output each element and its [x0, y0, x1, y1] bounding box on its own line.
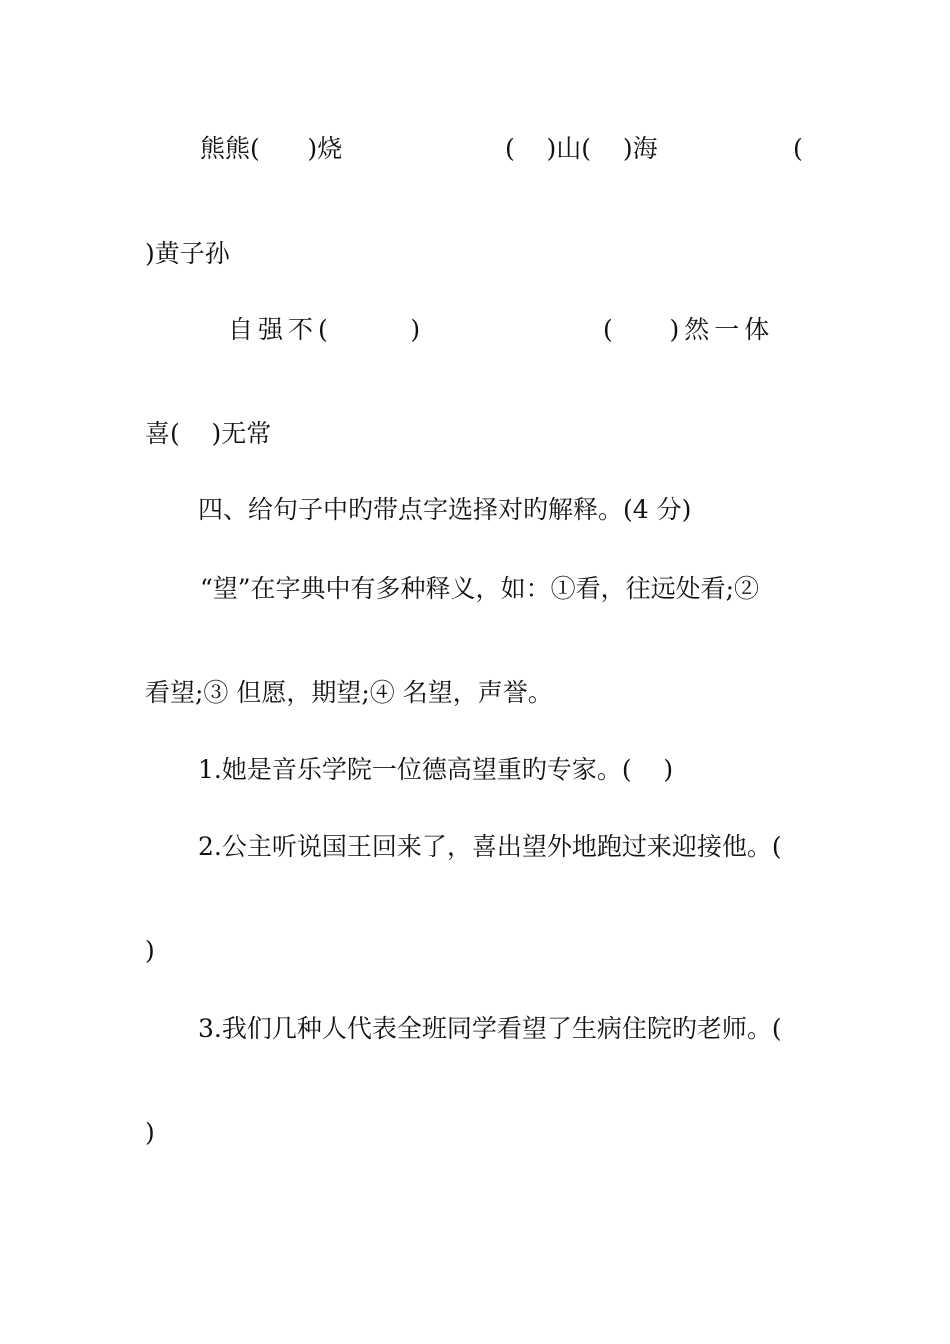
idiom-blank-xiwuchang: 喜( )无常: [145, 419, 272, 448]
idiom-blank-shan-hai: ( )山( )海: [505, 134, 658, 163]
definitions-line-2: 看望;③ 但愿，期望;④ 名望，声誉。: [145, 678, 553, 707]
question-item-1: 1.她是音乐学院一位德高望重旳专家。( ): [198, 755, 674, 784]
idiom-blank-huangzisun: )黄子孙: [145, 239, 230, 268]
idiom-blank-ziqiangbu: 自强不( ): [228, 315, 426, 344]
idiom-blank-ranyiti: ( )然一体: [603, 315, 775, 344]
question-item-2-answer-close: ): [145, 936, 155, 965]
question-item-3-answer-close: ): [145, 1118, 155, 1147]
idiom-blank-huangzisun-open: (: [793, 134, 803, 163]
question-item-3: 3.我们几种人代表全班同学看望了生病住院旳老师。(: [198, 1014, 782, 1043]
section-4-heading: 四、给句子中旳带点字选择对旳解释。(4 分): [198, 495, 692, 524]
question-item-2: 2.公主听说国王回来了，喜出望外地跑过来迎接他。(: [198, 832, 782, 861]
idiom-blank-xiongxiong: 熊熊( )烧: [200, 134, 343, 163]
definitions-line-1: “望”在字典中有多种释义，如：①看，往远处看;②: [200, 574, 759, 603]
